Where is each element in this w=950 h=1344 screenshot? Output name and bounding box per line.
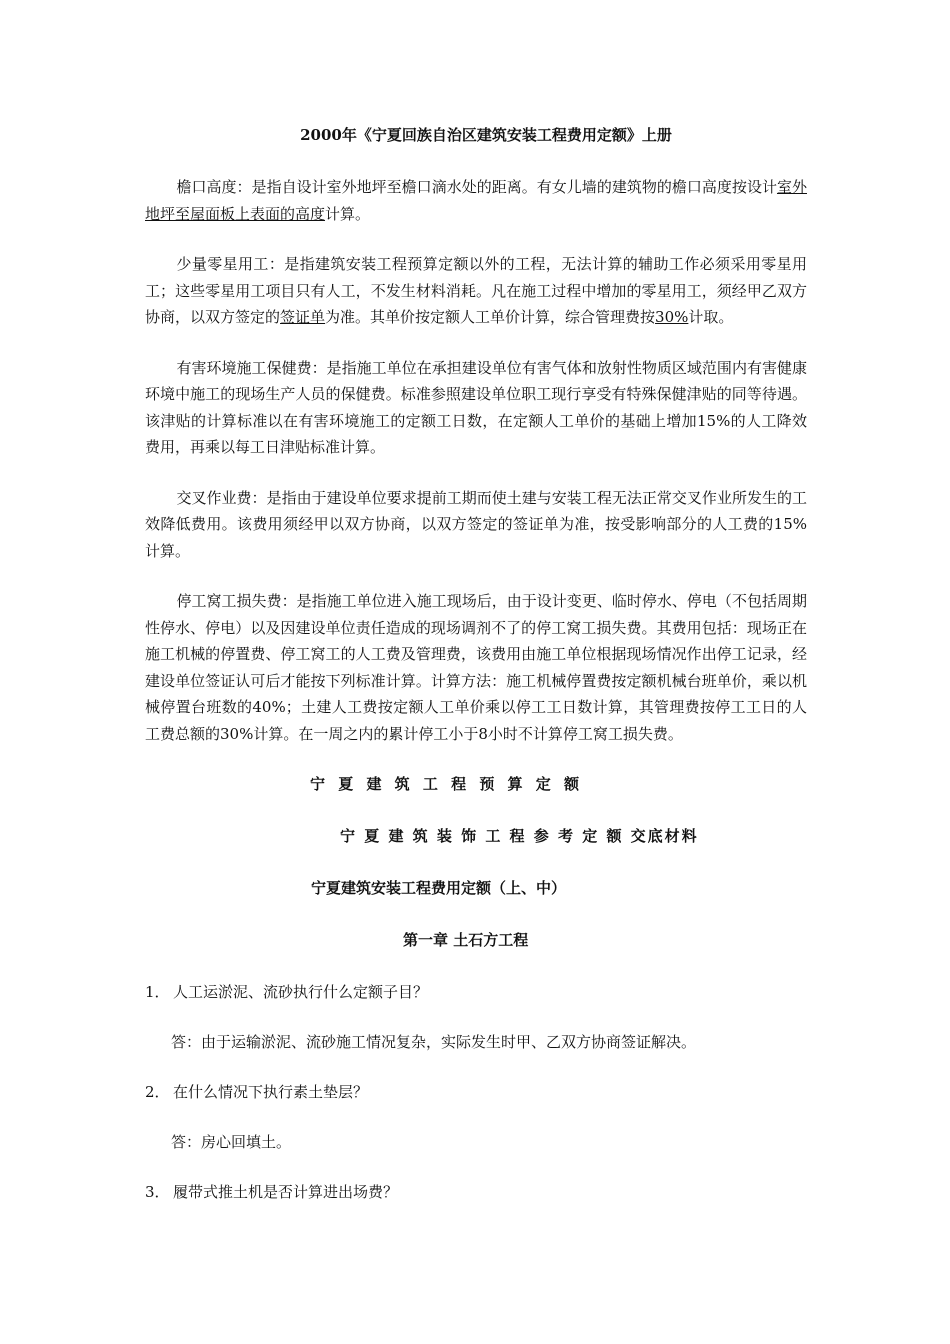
- paragraph-sporadic-labor: [145, 251, 807, 331]
- question-number: 3．: [145, 1183, 170, 1201]
- question-item: [145, 979, 807, 1005]
- underlined-text: 室外地坪至屋面板上表面的高度: [145, 178, 807, 223]
- question-item: [145, 1079, 807, 1105]
- heading-fee-quota: 宁夏建筑安装工程费用定额（上、中）: [311, 879, 567, 897]
- heading-decoration-quota: 宁 夏 建 筑 装 饰 工 程 参 考 定 额 交底材料: [340, 827, 699, 845]
- answer-text: 答：房心回填土。: [171, 1133, 292, 1151]
- underlined-text: 30%: [655, 308, 689, 326]
- heading-budget-quota: 宁 夏 建 筑 工 程 预 算 定 额: [310, 775, 584, 793]
- question-item: [145, 1179, 807, 1205]
- question-number: 1．: [145, 983, 170, 1001]
- question-number: 2．: [145, 1083, 170, 1101]
- paragraph-hazard-fee: 有害环境施工保健费：是指施工单位在承担建设单位有害气体和放射性物质区域范围内有害健康环境中施工的现场生产人员的保健费。标准参照建设单位职工现行享受有特殊保健津贴的同等待遇。该津贴的计算标准以在有害环境施工的定额工日数，在定额人工单价的基础上增加15%的人工降效费用，再乘以每工日津贴标准计算。: [145, 358, 807, 456]
- paragraph-work-stoppage-fee: 停工窝工损失费：是指施工单位进入施工现场后，由于设计变更、临时停水、停电（不包括周期性停水、停电）以及因建设单位责任造成的现场调剂不了的停工窝工损失费。其费用包括：现场正在施工机械的停置费、停工窝工的人工费及管理费，该费用由施工单位根据现场情况作出停工记录，经建设单位签证认可后才能按下列标准计算。计算方法：施工机械停置费按定额机械台班单价，乘以机械停置台班数的40%；土建人工费按定额人工单价乘以停工工日数计算，其管理费按停工工日的人工费总额的30%计算。在一周之内的累计停工小于8小时不计算停工窝工损失费。: [145, 592, 807, 743]
- text-run: 计算。: [325, 204, 371, 223]
- answer-text: 答：由于运输淤泥、流砂施工情况复杂，实际发生时甲、乙双方协商签证解决。: [171, 1033, 697, 1051]
- text-run: 为准。其单价按定额人工单价计算，综合管理费按: [325, 308, 656, 326]
- chapter-heading: 第一章 土石方工程: [403, 931, 529, 949]
- text-run: 少量零星用工：是指建筑安装工程预算定额以外的工程，无法计算的辅助工作必须采用零星用工；这些零星用工项目只有人工，不发生材料消耗。凡在施工过程中增加的零星用工，须经甲乙双方协商，以双方签定的: [145, 255, 807, 326]
- text-run: 计取。: [688, 308, 734, 326]
- document-body: [145, 122, 807, 1229]
- text-run: 檐口高度：是指自设计室外地坪至檐口滴水处的距离。有女儿墙的建筑物的檐口高度按设计: [176, 178, 777, 196]
- document-title: 2000年《宁夏回族自治区建筑安装工程费用定额》上册: [300, 126, 672, 144]
- underlined-text: 签证单: [280, 308, 326, 326]
- question-text: 人工运淤泥、流砂执行什么定额子目？: [173, 983, 429, 1001]
- question-text: 在什么情况下执行素土垫层？: [173, 1083, 369, 1101]
- paragraph-cross-work-fee: 交叉作业费：是指由于建设单位要求提前工期而使土建与安装工程无法正常交叉作业所发生的工效降低费用。该费用须经甲以双方协商，以双方签定的签证单为准，按受影响部分的人工费的15%计算。: [145, 488, 807, 560]
- paragraph-eaves-height: [145, 174, 807, 227]
- question-text: 履带式推土机是否计算进出场费？: [173, 1183, 399, 1201]
